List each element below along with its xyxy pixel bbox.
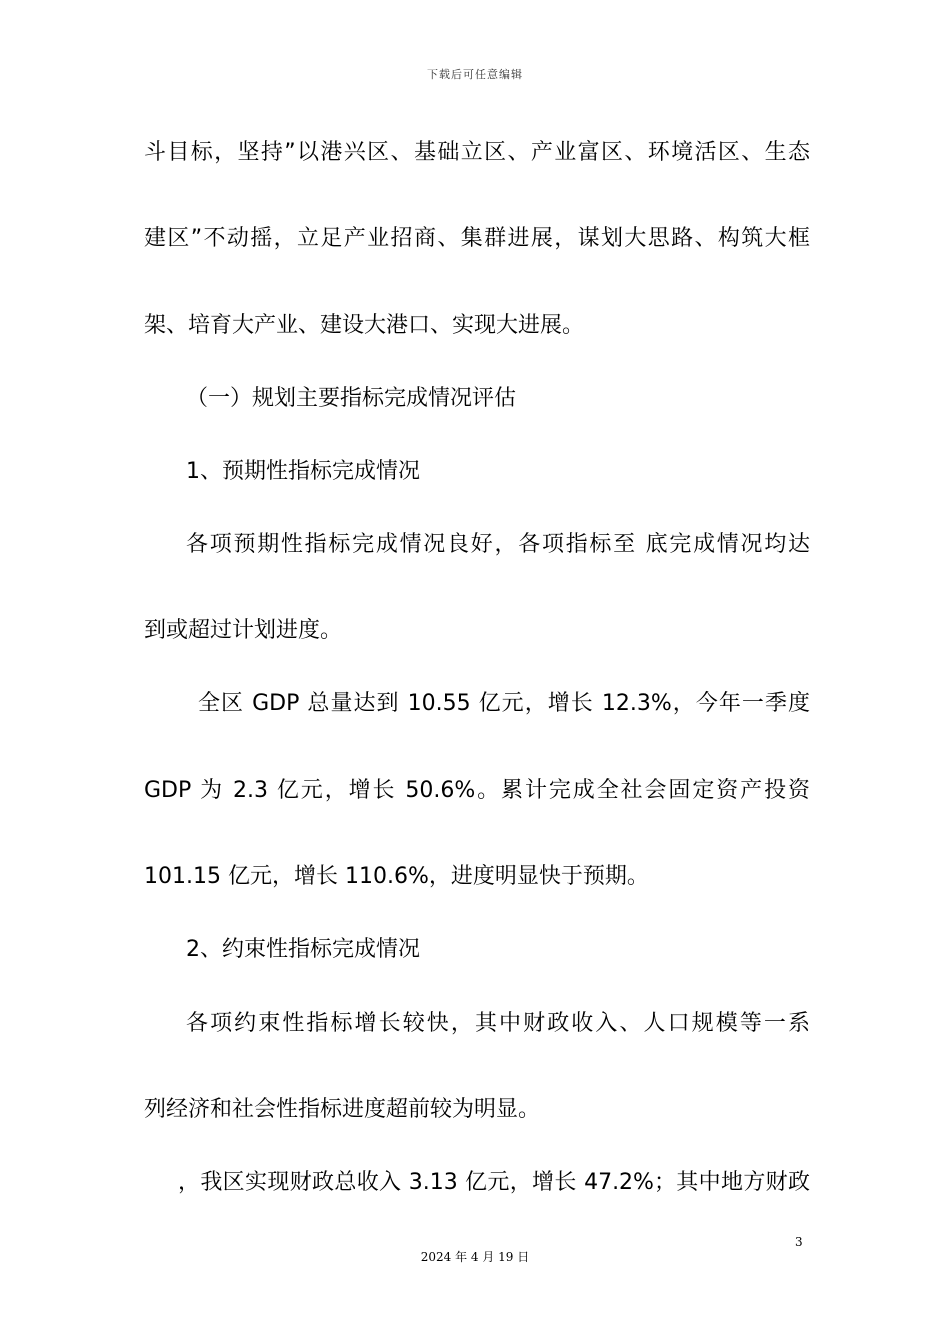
- body-line: 到或超过计划进度。: [144, 618, 343, 643]
- body-line: 斗目标，坚持”以港兴区、基础立区、产业富区、环境活区、生态: [144, 140, 810, 165]
- body-line: 各项约束性指标增长较快，其中财政收入、人口规模等一系: [186, 1011, 810, 1036]
- body-line: 列经济和社会性指标进度超前较为明显。: [144, 1097, 541, 1122]
- subsection-heading: 1、预期性指标完成情况: [186, 459, 420, 484]
- body-line: 全区 GDP 总量达到 10.55 亿元，增长 12.3%，今年一季度: [198, 691, 810, 716]
- header-note: 下载后可任意编辑: [427, 68, 523, 81]
- body-line: 架、培育大产业、建设大港口、实现大进展。: [144, 313, 585, 338]
- page-number: 3: [795, 1235, 803, 1249]
- section-heading: （一）规划主要指标完成情况评估: [186, 386, 517, 411]
- body-line: 101.15 亿元，增长 110.6%，进度明显快于预期。: [144, 864, 649, 889]
- subsection-heading: 2、约束性指标完成情况: [186, 937, 420, 962]
- footer-date: 2024 年 4 月 19 日: [420, 1250, 530, 1264]
- body-line: ，我区实现财政总收入 3.13 亿元，增长 47.2%；其中地方财政: [178, 1170, 810, 1195]
- body-line: 建区”不动摇，立足产业招商、集群进展，谋划大思路、构筑大框: [144, 226, 810, 251]
- body-line: GDP 为 2.3 亿元，增长 50.6%。累计完成全社会固定资产投资: [144, 778, 810, 803]
- body-line: 各项预期性指标完成情况良好，各项指标至 底完成情况均达: [186, 532, 810, 557]
